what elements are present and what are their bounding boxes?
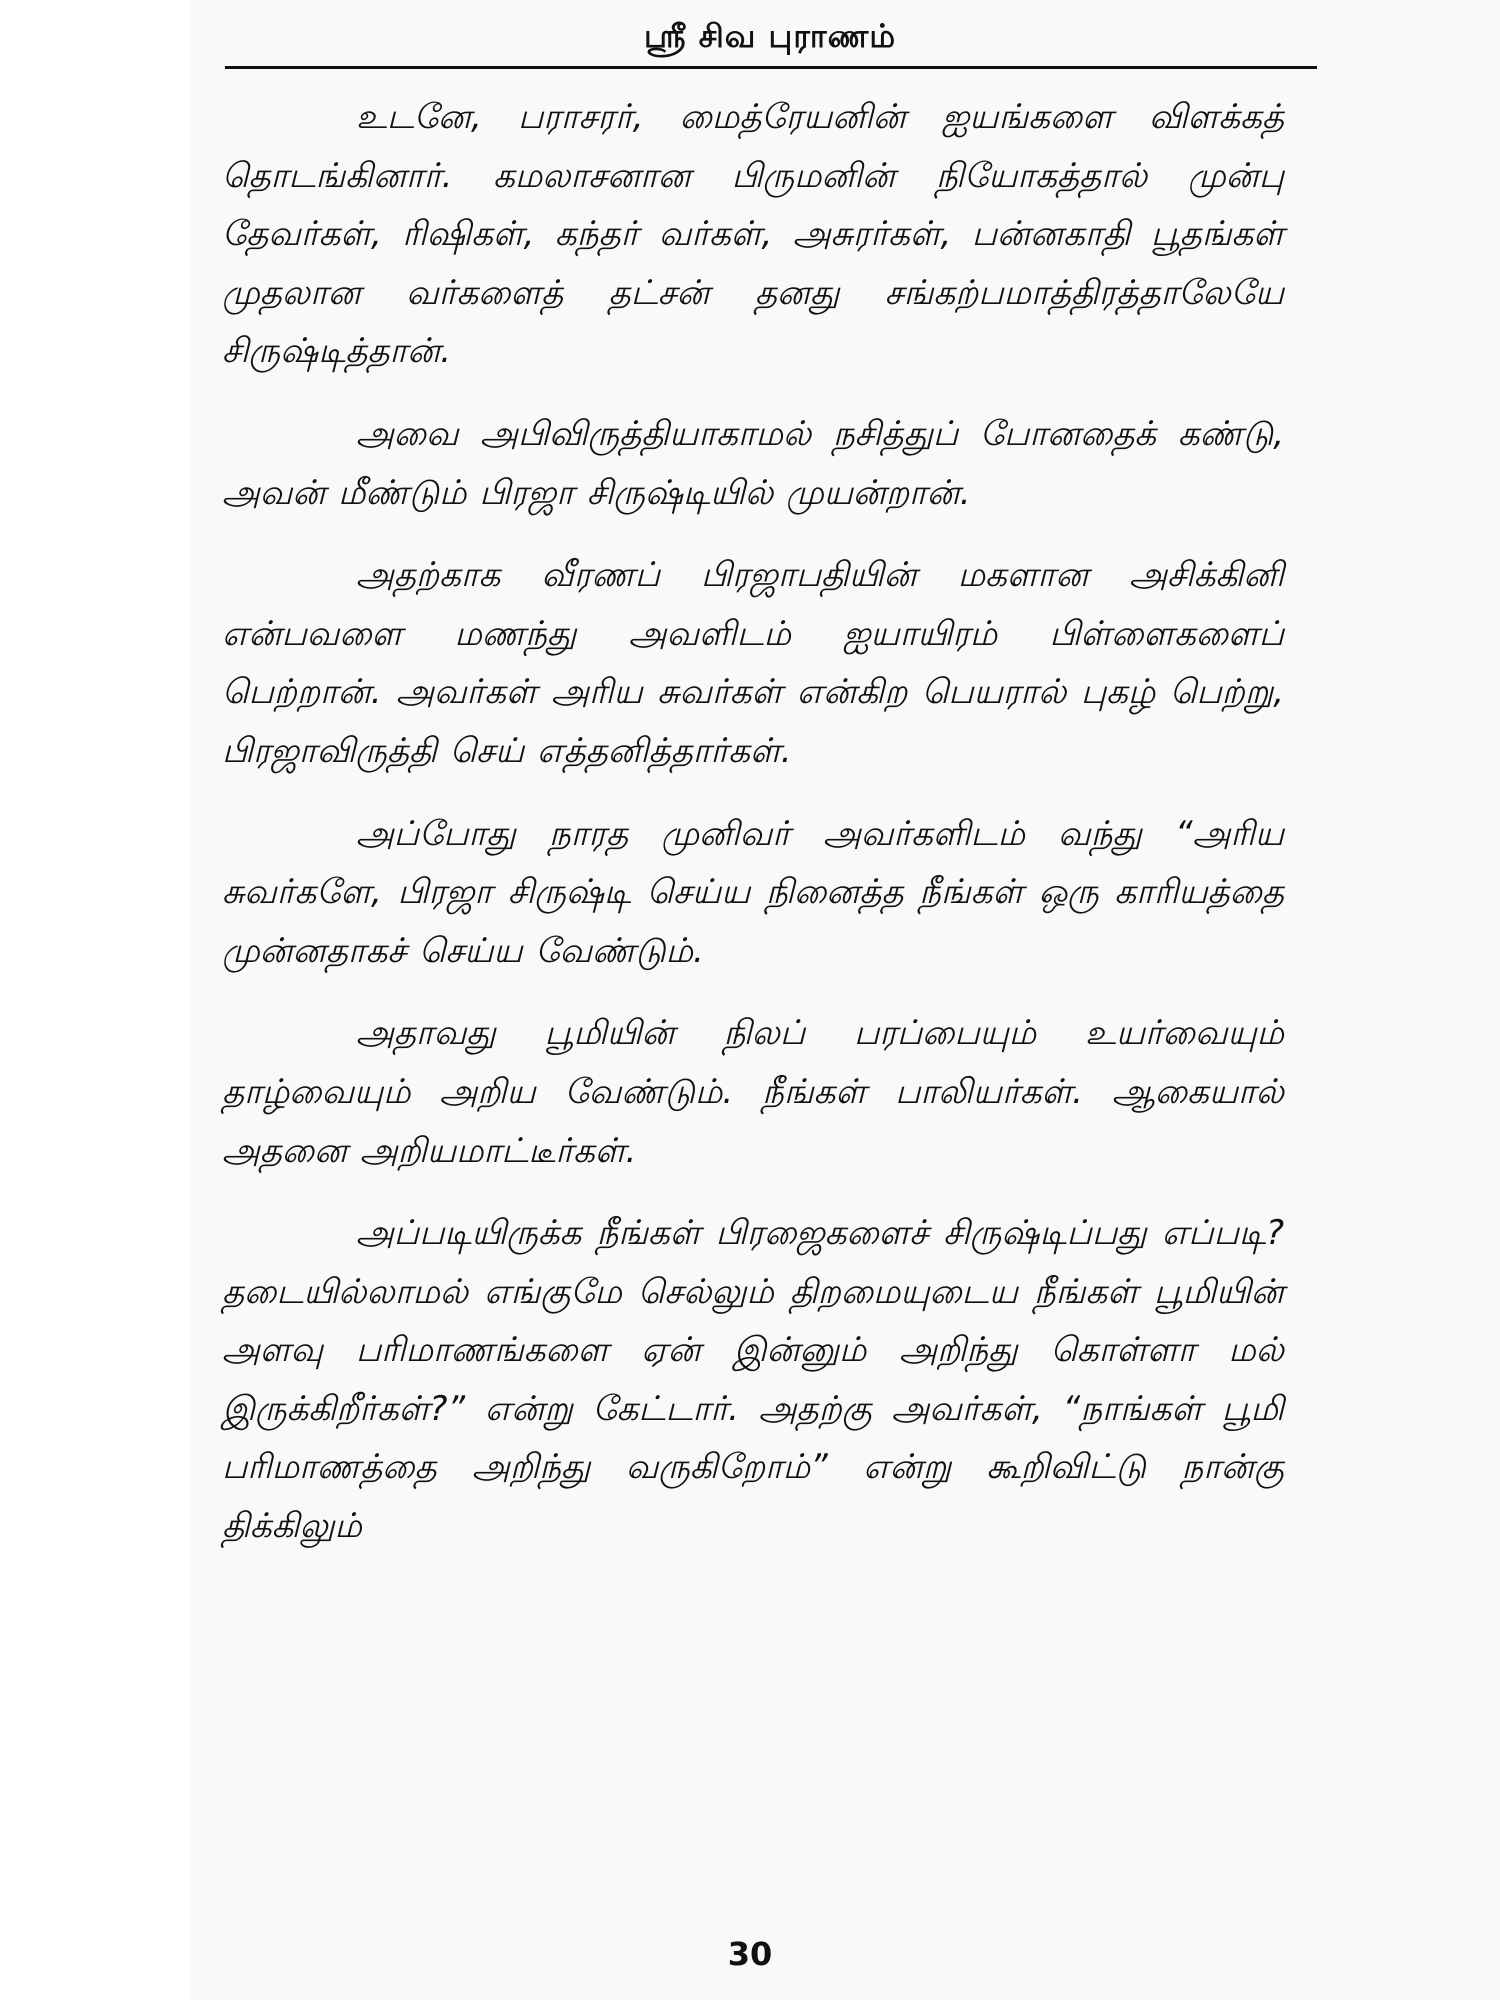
paragraph-6: அப்படியிருக்க நீங்கள் பிரஜைகளைச் சிருஷ்டிப்பது எப்படி? தடையில்லாமல் எங்குமே செல்லும் திறமையுடைய நீங்கள் பூமியின் அளவு பரிமாணங்களை ஏன் இன்னும் அறிந்து கொள்ளா மல் இருக்கிறீர்கள்?” என்று கேட்டார். அதற்கு அவர்கள், “நாங்கள் பூமி பரிமாணத்தை அறிந்து வருகிறோம்” என்று கூறிவிட்டு நான்கு திக்கிலும் (222, 1213, 1284, 1547)
paragraph-5: அதாவது பூமியின் நிலப் பரப்பையும் உயர்வையும் தாழ்வையும் அறிய வேண்டும். நீங்கள் பாலியர்கள். ஆகையால் அதனை அறியமாட்டீர்கள். (222, 1013, 1284, 1171)
paragraph-1: உடனே, பராசரர், மைத்ரேயனின் ஐயங்களை விளக்கத் தொடங்கினார். கமலாசனான பிருமனின் நியோகத்தால் முன்பு தேவர்கள், ரிஷிகள், கந்தர் வர்கள், அசுரர்கள், பன்னகாதி பூதங்கள் முதலான வர்களைத் தட்சன் தனது சங்கற்பமாத்திரத்தாலேயே சிருஷ்டித்தான். (222, 97, 1284, 372)
running-header: ஸ்ரீ சிவ புராணம் (643, 17, 897, 55)
page-number: 30 (727, 1935, 773, 1973)
page-margin (0, 0, 190, 2000)
paragraph-3: அதற்காக வீரணப் பிரஜாபதியின் மகளான அசிக்கினி என்பவளை மணந்து அவளிடம் ஐயாயிரம் பிள்ளைகளைப் பெற்றான். அவர்கள் அரிய சுவர்கள் என்கிற பெயரால் புகழ் பெற்று, பிரஜாவிருத்தி செய் எத்தனித்தார்கள். (222, 555, 1284, 771)
body-text (222, 88, 1284, 1848)
paragraph-4: அப்போது நாரத முனிவர் அவர்களிடம் வந்து “அரிய சுவர்களே, பிரஜா சிருஷ்டி செய்ய நினைத்த நீங்கள் ஒரு காரியத்தை முன்னதாகச் செய்ய வேண்டும். (222, 813, 1285, 971)
paragraph-2: அவை அபிவிருத்தியாகாமல் நசித்துப் போனதைக் கண்டு, அவன் மீண்டும் பிரஜா சிருஷ்டியில் முயன்றான். (222, 413, 1284, 513)
header-rule (225, 66, 1317, 69)
